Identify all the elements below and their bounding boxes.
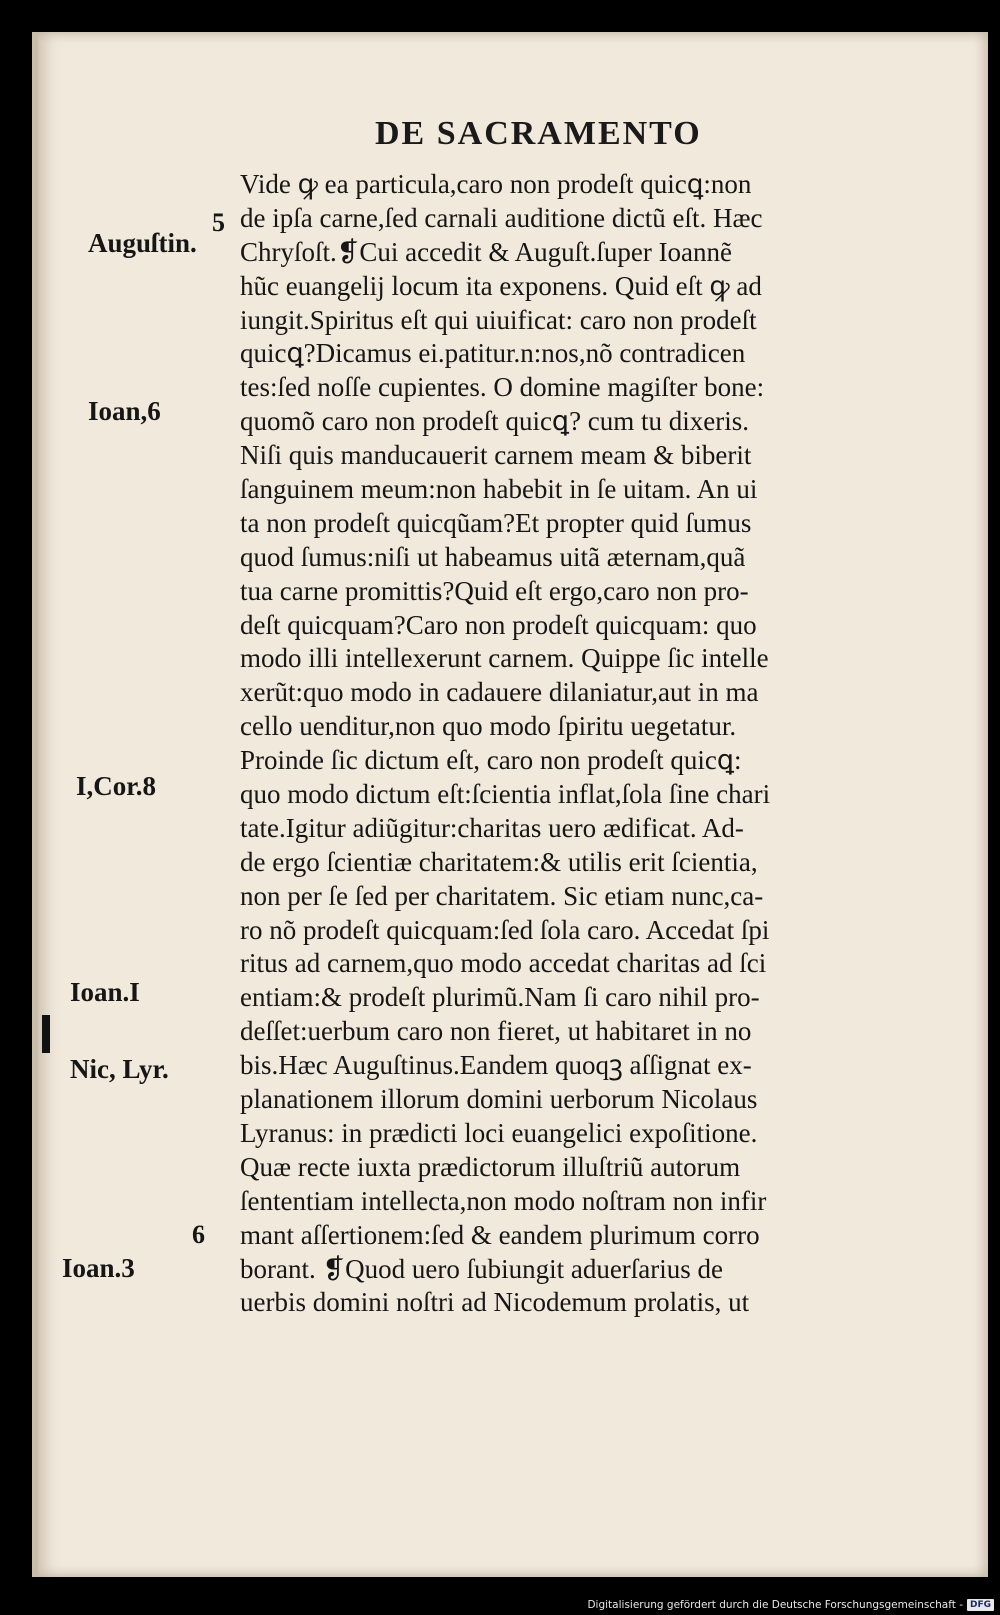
text-line: ta non prodeſt quicqũam?Et propter quid ſumus bbox=[240, 507, 752, 538]
text-line: quicꝗ?Dicamus ei.patitur.n:nos,nõ contradicen bbox=[240, 338, 746, 369]
text-line: bis.Hæc Auguſtinus.Eandem quoqꝫ aſſignat ex- bbox=[240, 1050, 752, 1081]
body-text bbox=[240, 168, 915, 1320]
margin-note-i-cor-8: I,Cor.8 bbox=[76, 771, 157, 801]
text-line: non per ſe ſed per charitatem. Sic etiam nunc,ca- bbox=[240, 880, 764, 911]
text-line: Quæ recte iuxta prædictorum illuſtriũ autorum bbox=[240, 1151, 741, 1182]
text-line: quod ſumus:niſi ut habeamus uitã æternam,quã bbox=[240, 541, 746, 572]
margin-note-ioan-6: Ioan,6 bbox=[88, 396, 161, 426]
text-line: Lyranus: in prædicti loci euangelici expoſitione. bbox=[240, 1117, 758, 1148]
margin-note-nic-lyr: Nic, Lyr. bbox=[70, 1054, 169, 1084]
text-line: borant. ❡Quod uero ſubiungit aduerſarius de bbox=[240, 1253, 724, 1284]
text-line: quo modo dictum eſt:ſcientia inflat,ſola ſine chari bbox=[240, 779, 771, 810]
text-line: tua carne promittis?Quid eſt ergo,caro non pro- bbox=[240, 575, 749, 606]
text-line: quomõ caro non prodeſt quicꝗ? cum tu dixeris. bbox=[240, 406, 750, 437]
text-line: tes:ſed noſſe cupientes. O domine magiſter bone: bbox=[240, 372, 765, 403]
margin-note-augustin: Auguſtin. bbox=[88, 228, 197, 258]
text-line: Proinde ſic dictum eſt, caro non prodeſt quicꝗ: bbox=[240, 745, 742, 776]
text-line: planationem illorum domini uerborum Nicolaus bbox=[240, 1084, 758, 1115]
text-line: deſt quicquam?Caro non prodeſt quicquam: quo bbox=[240, 609, 757, 640]
text-line: Chryſoſt.❡Cui accedit & Auguſt.ſuper Ioannẽ bbox=[240, 236, 733, 267]
text-line: cello uenditur,non quo modo ſpiritu uegetatur. bbox=[240, 711, 737, 742]
text-line: de ipſa carne,ſed carnali auditione dictũ eſt. Hæc bbox=[240, 202, 763, 233]
text-line: iungit.Spiritus eſt qui uiuificat: caro non prodeſt bbox=[240, 304, 757, 335]
text-line: tate.Igitur adiũgitur:charitas uero ædificat. Ad- bbox=[240, 812, 744, 843]
text-line: ro nõ prodeſt quicquam:ſed ſola caro. Accedat ſpi bbox=[240, 914, 770, 945]
page-header: DE SACRAMENTO bbox=[375, 115, 702, 152]
text-line: de ergo ſcientiæ charitatem:& utilis erit ſcientia, bbox=[240, 846, 758, 877]
stray-mark-5: 5 bbox=[212, 208, 225, 237]
margin-note-ioan-1: Ioan.I bbox=[70, 977, 140, 1007]
text-line: Niſi quis manducauerit carnem meam & biberit bbox=[240, 440, 752, 471]
stray-mark-6: 6 bbox=[192, 1220, 205, 1249]
text-line: ritus ad carnem,quo modo accedat charitas ad ſci bbox=[240, 948, 767, 979]
credit-text: Digitalisierung gefördert durch die Deutsche Forschungsgemeinschaft - bbox=[587, 1599, 963, 1611]
text-line: ſententiam intellecta,non modo noſtram non infir bbox=[240, 1185, 767, 1216]
digitization-credit bbox=[587, 1599, 994, 1611]
binding-mark bbox=[42, 1015, 50, 1053]
text-line: modo illi intellexerunt carnem. Quippe ſic intelle bbox=[240, 643, 769, 674]
text-line: ſanguinem meum:non habebit in ſe uitam. An ui bbox=[240, 474, 758, 505]
text-line: uerbis domini noſtri ad Nicodemum prolatis, ut bbox=[240, 1287, 750, 1318]
dfg-logo: DFG bbox=[967, 1599, 994, 1611]
text-line: hũc euangelij locum ita exponens. Quid eſt ꝙ ad bbox=[240, 270, 762, 301]
text-line: deſſet:uerbum caro non fieret, ut habitaret in no bbox=[240, 1016, 752, 1047]
text-line: mant aſſertionem:ſed & eandem plurimum corro bbox=[240, 1219, 760, 1250]
text-line: entiam:& prodeſt plurimũ.Nam ſi caro nihil pro- bbox=[240, 982, 760, 1013]
margin-note-ioan-3: Ioan.3 bbox=[62, 1253, 135, 1283]
text-line: xerũt:quo modo in cadauere dilaniatur,aut in ma bbox=[240, 677, 759, 708]
text-line: Vide ꝙ ea particula,caro non prodeſt quicꝗ:non bbox=[240, 169, 752, 199]
